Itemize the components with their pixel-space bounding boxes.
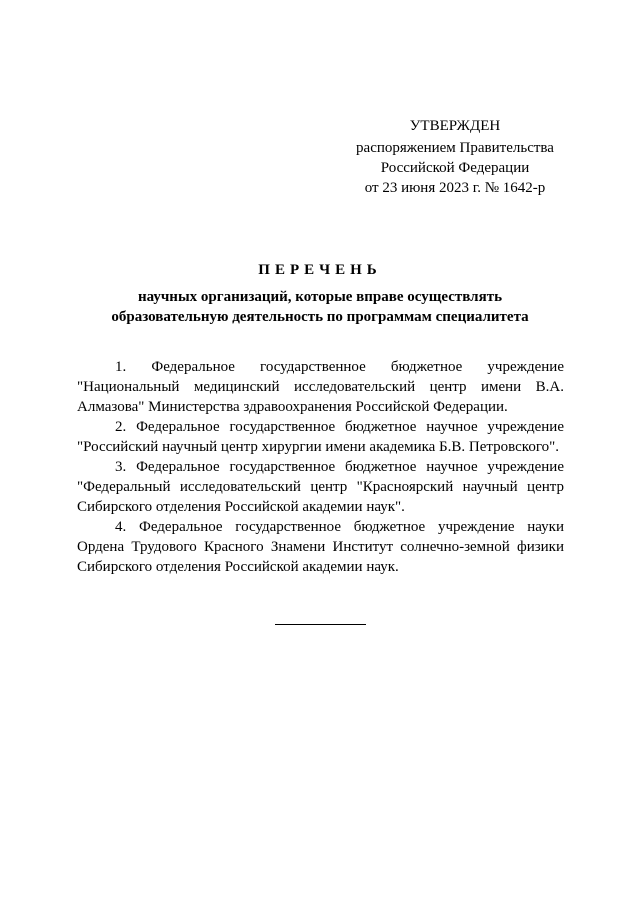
subtitle-line-1: научных организаций, которые вправе осуществлять [137, 289, 503, 305]
document-subtitle [60, 287, 580, 327]
list-item: 4. Федеральное государственное бюджетное учреждение науки Ордена Трудового Красного Знамени Институт солнечно-земной физики Сибирского отделения Российской академии наук. [77, 519, 564, 575]
organization-list [77, 357, 564, 577]
approval-stamp [330, 116, 580, 198]
list-item: 1. Федеральное государственное бюджетное учреждение "Национальный медицинский исследовательский центр имени В.А. Алмазова" Министерства здравоохранения Российской Федерации. [77, 359, 564, 415]
approval-heading: УТВЕРЖДЕН [409, 118, 501, 134]
approval-line-2: Российской Федерации [380, 160, 530, 176]
approval-line-3: от 23 июня 2023 г. № 1642-р [364, 180, 546, 196]
document-title: ПЕРЕЧЕНЬ [258, 262, 382, 278]
closing-divider [275, 624, 366, 625]
list-item: 3. Федеральное государственное бюджетное научное учреждение "Федеральный исследовательский центр "Красноярский научный центр Сибирского отделения Российской академии наук". [77, 459, 564, 515]
approval-line-1: распоряжением Правительства [356, 140, 554, 156]
list-item: 2. Федеральное государственное бюджетное научное учреждение "Российский научный центр хирургии имени академика Б.В. Петровского". [77, 419, 564, 455]
subtitle-line-2: образовательную деятельность по программам специалитета [111, 309, 529, 325]
